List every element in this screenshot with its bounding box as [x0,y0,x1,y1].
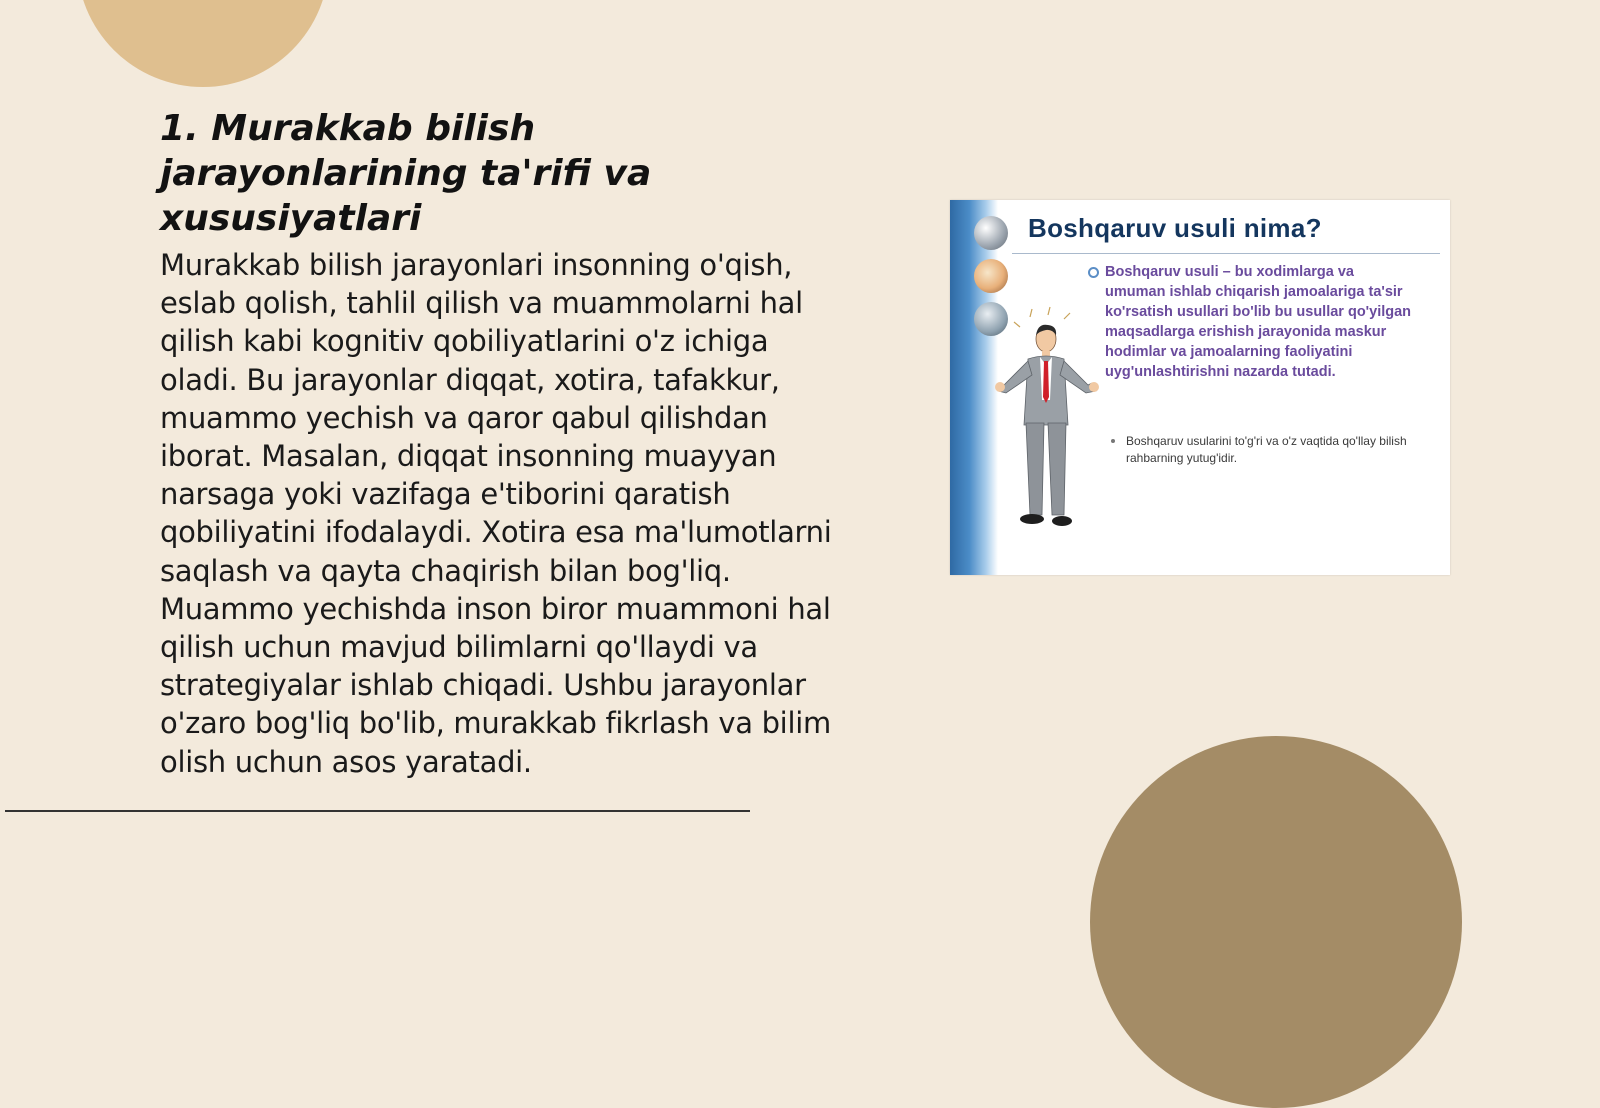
embedded-slide-title: Boshqaruv usuli nima? [1028,213,1322,243]
slide-side-bar [950,200,998,575]
embedded-bullet-small: Boshqaruv usularini to'g'ri va o'z vaqtida qo'llay bilish rahbarning yutug'idir. [1126,434,1407,465]
decorative-circle-top [77,0,329,87]
slide-title: 1. Murakkab bilish jarayonlarining ta'rifi va xususiyatlari [160,108,652,239]
divider-line [5,810,750,812]
globe-icon [974,216,1008,250]
person-icon [974,259,1008,293]
bullet-dot-icon [1111,439,1115,443]
slide-body-text: Murakkab bilish jarayonlari insonning o'qish, eslab qolish, tahlil qilish va muammolarni hal qilish kabi kognitiv qobiliyatlarini o'z ichiga oladi. Bu jarayonlar diqqat, xotira, tafakkur, muammo yechish va qaror qabul qilishdan iborat. Masalan, diqqat insonning muayyan narsaga yoki vazifaga e'tiborini qaratish qobiliyatini ifodalaydi. Xotira esa ma'lumotlarni saqlash va qayta chaqirish bilan bog'liq. Muammo yechishda inson biror muammoni hal qilish uchun mavjud bilimlarni qo'llaydi va strategiyalar ishlab chiqadi. Ushbu jarayonlar o'zaro bog'liq bo'lib, murakkab fikrlash va bilim olish uchun asos yaratadi. [160,248,832,779]
embedded-slide-image [950,200,1450,575]
bullet-ring-icon [1088,267,1099,278]
embedded-slide-rule [1012,253,1440,254]
businessman-illustration [992,305,1107,540]
decorative-circle-bottom [1090,736,1462,1108]
embedded-bullet-main: Boshqaruv usuli – bu xodimlarga va umuman ishlab chiqarish jamoalariga ta'sir ko'rsatish usullari bo'lib bu usullar qo'yilgan maqsadlarga erishish jarayonida maskur hodimlar va jamoalarning faoliyatini uyg'unlashtirishni nazarda tutadi. [1105,264,1412,380]
